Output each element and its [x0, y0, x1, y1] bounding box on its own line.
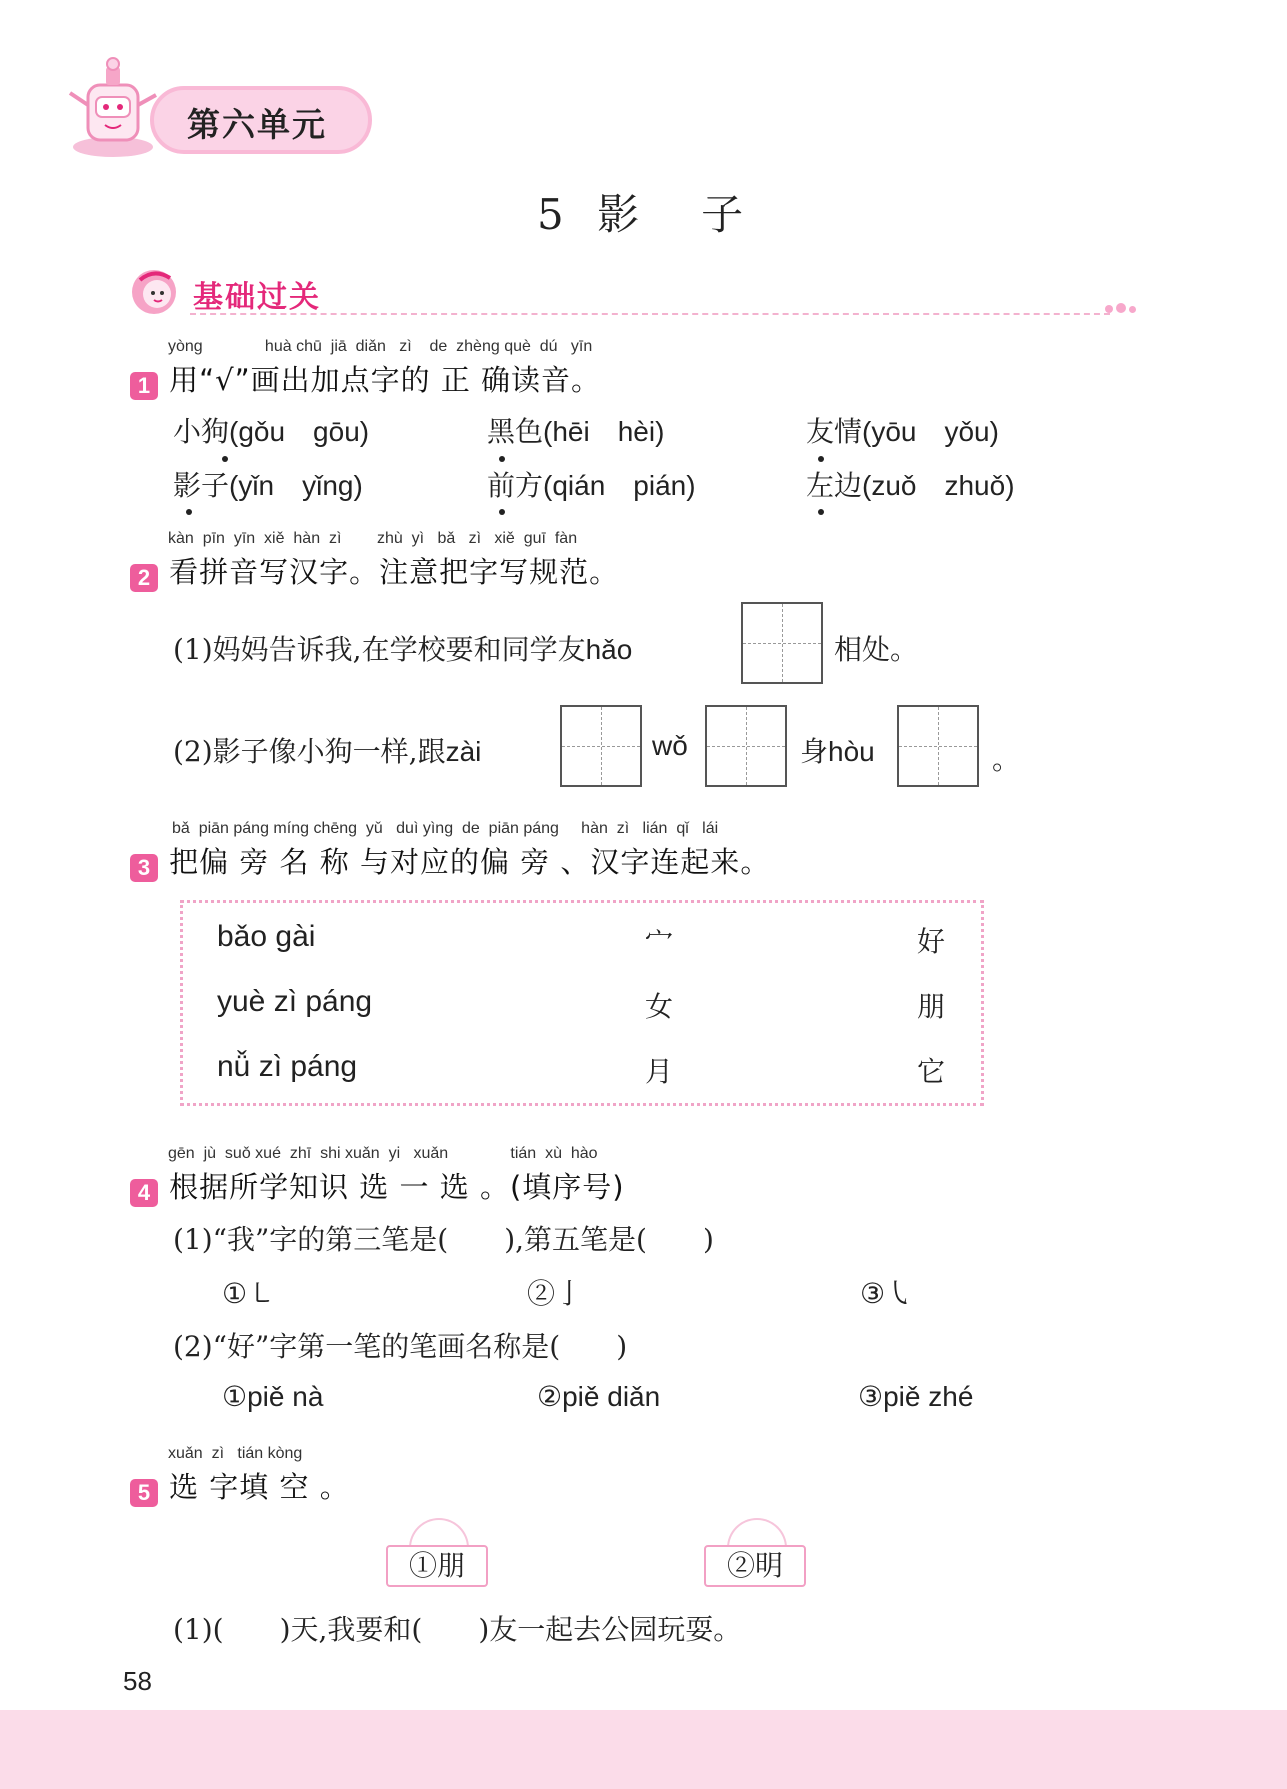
q2-header — [130, 550, 619, 592]
emphasis-dot — [186, 509, 192, 515]
emphasis-dot — [818, 456, 824, 462]
footer-band — [0, 1710, 1287, 1789]
q4-sub1-option[interactable]: ②亅 — [527, 1277, 584, 1310]
emphasis-dot — [222, 456, 228, 462]
sun-decor-icon — [727, 1518, 787, 1548]
q2-line2-mid: 身hòu — [800, 735, 875, 768]
writing-grid[interactable] — [705, 705, 787, 787]
section-title: 基础过关 — [193, 280, 321, 315]
character[interactable]: 朋 — [917, 990, 946, 1023]
q1-text: 用“√”画出加点字的 正 确读音。 — [169, 363, 602, 397]
q1-item: 黑色(hēi hèi) — [487, 415, 665, 448]
q4-sub1-option[interactable]: ③㇂ — [860, 1277, 914, 1310]
q5-line1: (1)( )天,我要和( )友一起去公园玩耍。 — [173, 1613, 742, 1646]
emphasis-dot — [499, 509, 505, 515]
writing-grid[interactable] — [897, 705, 979, 787]
mascot-robot-icon — [58, 55, 168, 160]
writing-grid[interactable] — [741, 602, 823, 684]
character[interactable]: 好 — [917, 925, 946, 958]
q4-sub2: (2)“好”字第一笔的笔画名称是( ) — [173, 1330, 628, 1363]
writing-grid[interactable] — [560, 705, 642, 787]
unit-title: 第六单元 — [187, 105, 327, 144]
radical-name[interactable]: yuè zì páng — [217, 985, 373, 1018]
q5-pinyin: xuǎn zì tián kòng — [168, 1445, 303, 1462]
q4-sub2-option[interactable]: ②piě diǎn — [537, 1381, 661, 1412]
radical[interactable]: 女 — [645, 990, 674, 1023]
q5-option[interactable]: ①朋 — [386, 1545, 488, 1587]
q4-sub1-option[interactable]: ①㇄ — [222, 1277, 276, 1310]
q3-header — [130, 840, 770, 882]
radical[interactable]: 宀 — [645, 925, 674, 958]
q1-header — [130, 358, 601, 400]
q5-number: 5 — [130, 1479, 158, 1507]
q2-py-wo: wǒ — [652, 730, 688, 761]
character[interactable]: 它 — [917, 1055, 946, 1088]
radical[interactable]: 月 — [645, 1055, 674, 1088]
q1-pinyin: yòng huà chū jiā diǎn zì de zhèng què dú yīn — [168, 338, 593, 355]
q4-sub2-option[interactable]: ①piě nà — [222, 1381, 324, 1412]
q4-sub2-option[interactable]: ③piě zhé — [858, 1381, 974, 1412]
q2-text: 看拼音写汉字。注意把字写规范。 — [169, 555, 620, 589]
emphasis-dot — [499, 456, 505, 462]
q4-number: 4 — [130, 1179, 158, 1207]
lesson-title: 5 影 子 — [537, 190, 754, 239]
q3-text: 把偏 旁 名 称 与对应的偏 旁 、汉字连起来。 — [169, 845, 771, 879]
q5-option[interactable]: ②明 — [704, 1545, 806, 1587]
q1-item: 小狗(gǒu gōu) — [173, 415, 370, 448]
q1-number: 1 — [130, 372, 158, 400]
q1-item: 友情(yōu yǒu) — [806, 415, 999, 448]
q4-pinyin: gēn jù suǒ xué zhī shi xuǎn yi xuǎn tián xù hào — [168, 1145, 598, 1162]
q2-line2: (2)影子像小狗一样,跟zài — [173, 735, 482, 768]
sun-decor-icon — [409, 1518, 469, 1548]
section-divider — [190, 313, 1110, 315]
radical-name[interactable]: bǎo gài — [217, 920, 316, 953]
q4-sub1: (1)“我”字的第三笔是( ),第五笔是( ) — [173, 1223, 714, 1256]
q2-line1: (1)妈妈告诉我,在学校要和同学友hǎo — [173, 633, 633, 666]
decor-dots — [1105, 298, 1139, 317]
q4-header — [130, 1165, 625, 1207]
radical-name[interactable]: nǚ zì páng — [217, 1050, 358, 1083]
q1-item: 左边(zuǒ zhuǒ) — [806, 469, 1015, 502]
q2-pinyin: kàn pīn yīn xiě hàn zì zhù yì bǎ zì xiě guī fàn — [168, 530, 578, 547]
emphasis-dot — [818, 509, 824, 515]
q1-item: 前方(qián pián) — [487, 469, 696, 502]
page-number: 58 — [123, 1666, 152, 1696]
q1-item: 影子(yǐn yǐng) — [173, 469, 363, 502]
q3-number: 3 — [130, 854, 158, 882]
q2-number: 2 — [130, 564, 158, 592]
q2-line1-suffix: 相处。 — [834, 633, 919, 666]
q2-line2-end: 。 — [992, 743, 1021, 776]
q5-header — [130, 1465, 350, 1507]
q4-text: 根据所学知识 选 一 选 。(填序号) — [169, 1170, 625, 1204]
girl-face-icon — [130, 266, 182, 316]
q3-pinyin: bǎ piān páng míng chēng yǔ duì yìng de piān páng hàn zì lián qǐ lái — [172, 820, 719, 837]
q5-text: 选 字填 空 。 — [169, 1470, 350, 1504]
